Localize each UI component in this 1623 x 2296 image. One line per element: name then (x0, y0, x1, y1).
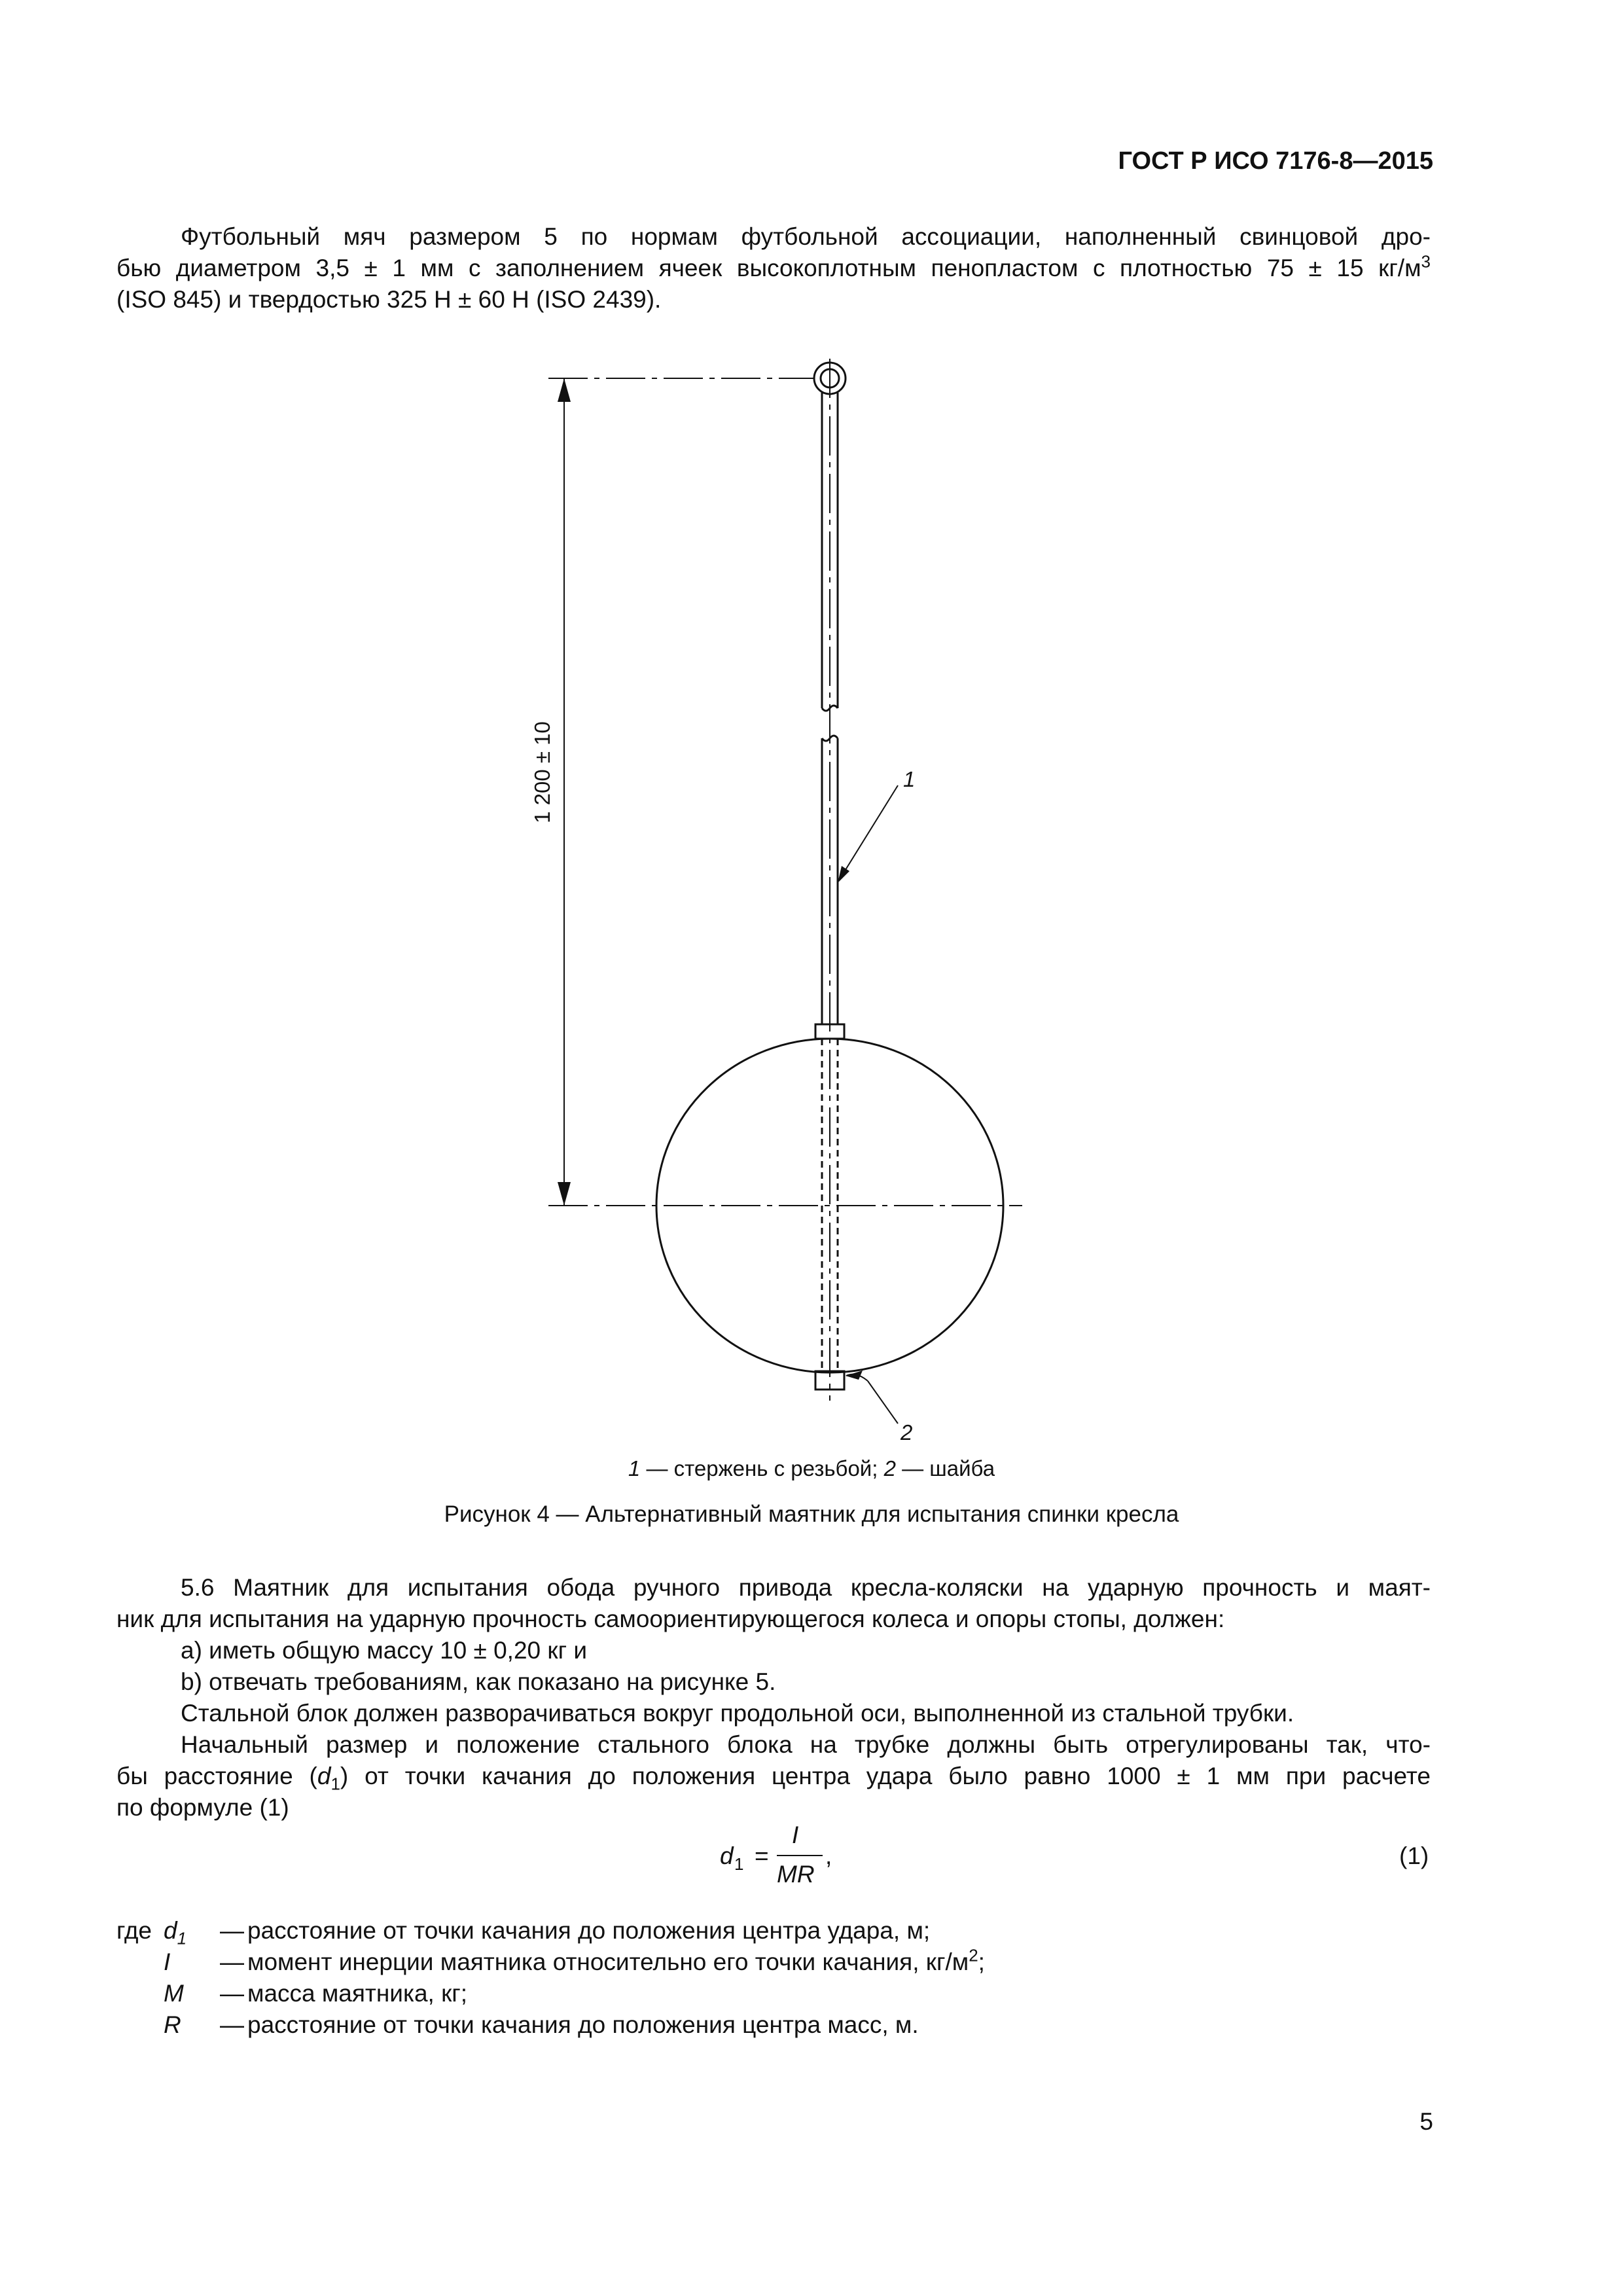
intro-line-2-text: бью диаметром 3,5 ± 1 мм с заполнением ячеек высокоплотным пенопластом с плотностью 75 ± 15 кг/м (116, 255, 1421, 281)
initial-line-2-post: ) от точки качания до положения центра удара было равно 1000 ± 1 мм при расчете (340, 1763, 1431, 1789)
steel-block-text: Стальной блок должен разворачиваться вокруг продольной оси, выполненной из стальной трубки. (181, 1700, 1294, 1727)
where-dash-2: — (220, 1948, 244, 1975)
figure-legend (0, 1453, 1623, 1484)
legend-text-1: — стержень с резьбой; (640, 1456, 884, 1480)
formula-numerator: I (792, 1821, 799, 1848)
initial-line-2 (116, 1761, 1431, 1792)
formula-denominator: MR (777, 1861, 815, 1888)
where-dash-3: — (220, 1980, 244, 2007)
section-line-1: 5.6 Маятник для испытания обода ручного привода кресла-коляски на ударную прочность и маят- (181, 1574, 1431, 1601)
legend-num-1: 1 (628, 1456, 641, 1480)
document-header: ГОСТ Р ИСО 7176-8—2015 (1118, 147, 1433, 175)
where-text-3: масса маятника, кг; (247, 1980, 468, 2007)
where-sym-d-letter: d (164, 1917, 177, 1944)
initial-line-3: по формуле (1) (116, 1794, 289, 1821)
formula-fraction-bar (777, 1855, 823, 1856)
where-sym-r: R (164, 2011, 181, 2038)
where-text-1: расстояние от точки качания до положения центра удара, м; (247, 1917, 931, 1944)
callout-1-label: 1 (903, 767, 916, 791)
where-sym-d (164, 1915, 187, 1946)
initial-line-1: Начальный размер и положение стального блока на трубке должны быть отрегулированы так, что- (181, 1731, 1431, 1758)
intro-line-1: Футбольный мяч размером 5 по нормам футбольной ассоциации, наполненный свинцовой дро- (181, 223, 1431, 250)
formula-number: (1) (1399, 1842, 1429, 1869)
section-item-b: b) отвечать требованиям, как показано на рисунке 5. (181, 1668, 776, 1695)
where-sym-i: I (164, 1948, 171, 1975)
section-item-a: a) иметь общую массу 10 ± 0,20 кг и (181, 1637, 588, 1664)
page-number: 5 (1419, 2108, 1433, 2135)
callout-1-leader (839, 785, 898, 880)
figure-caption: Рисунок 4 — Альтернативный маятник для испытания спинки кресла (444, 1501, 1179, 1527)
legend-num-2: 2 (883, 1456, 896, 1480)
callout-2-label: 2 (901, 1420, 913, 1444)
where-prefix: где (116, 1917, 152, 1944)
intro-line-3: (ISO 845) и твердостью 325 Н ± 60 Н (ISO 2439). (116, 286, 662, 313)
formula-lhs-var: d (720, 1842, 734, 1869)
dimension-label: 1 200 ± 10 (530, 721, 554, 823)
initial-line-2-var: d (317, 1763, 331, 1789)
initial-line-2-pre: бы расстояние ( (116, 1763, 317, 1789)
where-dash-1: — (220, 1917, 244, 1944)
formula-lhs-sub: 1 (734, 1854, 744, 1874)
where-text-2-post: ; (978, 1948, 985, 1975)
where-text-2-pre: момент инерции маятника относительно его точки качания, кг/м (247, 1948, 969, 1975)
where-sym-d-sub: 1 (177, 1928, 187, 1948)
where-text-2-sup: 2 (969, 1945, 978, 1965)
legend-text-2: — шайба (895, 1456, 995, 1480)
dimension-arrow-bottom (558, 1182, 571, 1206)
callout-1-arrowhead (838, 866, 849, 883)
where-dash-4: — (220, 2011, 244, 2038)
formula-comma: , (825, 1842, 832, 1869)
initial-line-2-sub: 1 (330, 1774, 340, 1794)
section-5-6 (116, 1572, 1431, 1823)
section-line-2: ник для испытания на ударную прочность самоориентирующегося колеса и опоры стопы, должен: (116, 1605, 1225, 1632)
where-text-2 (247, 1946, 985, 1978)
where-text-4: расстояние от точки качания до положения центра масс, м. (247, 2011, 919, 2038)
intro-line-2-sup: 3 (1421, 251, 1431, 272)
dimension-arrow-top (558, 378, 571, 402)
formula-1 (704, 1820, 1162, 1892)
callout-2-leader (868, 1381, 898, 1424)
formula-equals: = (755, 1842, 769, 1869)
where-sym-m: M (164, 1980, 184, 2007)
